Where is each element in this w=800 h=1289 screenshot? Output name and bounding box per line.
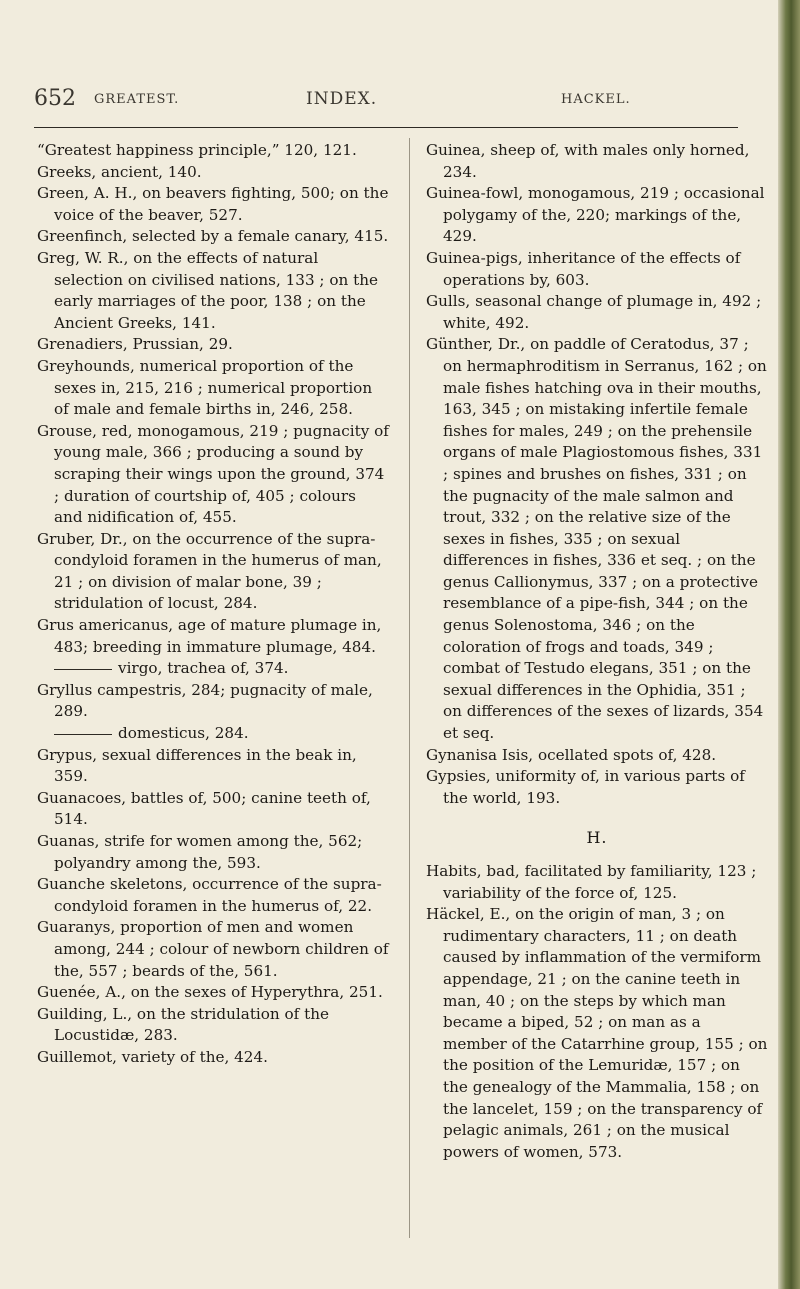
- index-subentry: [37, 723, 389, 745]
- index-entry: [37, 183, 389, 226]
- index-entry: [37, 745, 389, 788]
- index-entry: [37, 356, 389, 421]
- column-divider: [409, 138, 410, 1238]
- entry-text: Greg, W. R., on the effects of natural selection on civilised nations, 133 ; on the early marriages of the poor, 138 ; on the Ancient Greeks, 141.: [37, 248, 379, 332]
- index-entry: [37, 1047, 389, 1069]
- entry-text: Guenée, A., on the sexes of Hyperythra, 251.: [37, 983, 383, 1002]
- index-entry: [37, 226, 389, 248]
- header-rule: [34, 127, 738, 128]
- index-entry: [37, 162, 389, 184]
- index-entry: [426, 183, 768, 248]
- entry-text: Gynanisa Isis, ocellated spots of, 428.: [426, 745, 717, 764]
- index-entry: [37, 421, 389, 529]
- entry-text: H.: [586, 828, 608, 848]
- entry-text: Guanacoes, battles of, 500; canine teeth of, 514.: [37, 788, 371, 829]
- entry-text: “Greatest happiness principle,” 120, 121.: [37, 141, 357, 159]
- entry-text: Grypus, sexual differences in the beak in, 359.: [37, 745, 357, 786]
- entry-text: Guanche skeletons, occurrence of the supra-condyloid foramen in the humerus of, 22.: [37, 875, 382, 915]
- entry-text: Green, A. H., on beavers fighting, 500; on the voice of the beaver, 527.: [37, 184, 389, 224]
- index-entry: [37, 334, 389, 356]
- index-entry: [37, 529, 389, 615]
- entry-text: Gulls, seasonal change of plumage in, 492 ; white, 492.: [426, 292, 762, 332]
- entry-text: domesticus, 284.: [118, 724, 249, 743]
- index-entry: [37, 982, 389, 1004]
- index-entry: [37, 874, 389, 917]
- index-entry: [37, 1004, 389, 1047]
- running-head: [34, 86, 734, 114]
- entry-text: Guanas, strife for women among the, 562; polyandry among the, 593.: [37, 832, 363, 872]
- index-entry: [426, 291, 768, 334]
- index-entry: [426, 904, 768, 1163]
- entry-text: Greyhounds, numerical proportion of the sexes in, 215, 216 ; numerical proportion of male and female births in, 246, 258.: [37, 356, 373, 419]
- index-entry: [426, 745, 768, 767]
- entry-text: virgo, trachea of, 374.: [118, 659, 289, 678]
- index-entry: [37, 680, 389, 723]
- index-entry: [426, 861, 768, 904]
- entry-text: Greeks, ancient, 140.: [37, 162, 202, 181]
- entry-text: Häckel, E., on the origin of man, 3 ; on rudimentary characters, 11 ; on death caused by inflammation of the vermiform appendage, 21 ; on the canine teeth in man, 40 ; on the steps by which man became a biped, 52 ; on man as a member of the Catarrhine group, 155 ; on the position of the Lemuridæ, 157 ; on the genealogy of the Mammalia, 158 ; on the lancelet, 159 ; on the transparency of pelagic animals, 261 ; on the musical powers of women, 573.: [426, 905, 768, 1161]
- index-entry: [37, 831, 389, 874]
- index-column-right: [426, 140, 768, 1163]
- entry-text: Guinea-pigs, inheritance of the effects of operations by, 603.: [426, 248, 741, 289]
- index-entry: [37, 248, 389, 334]
- index-entry: [426, 766, 768, 809]
- left-running-heading: GREATEST.: [94, 92, 180, 107]
- entry-text: Guinea-fowl, monogamous, 219 ; occasional polygamy of the, 220; markings of the, 429.: [426, 184, 765, 246]
- entry-text: Grouse, red, monogamous, 219 ; pugnacity of young male, 366 ; producing a sound by scraping their wings upon the ground, 374 ; duration of courtship of, 405 ; colours and nidification of, 455.: [37, 421, 389, 527]
- entry-text: Guilding, L., on the stridulation of the Locustidæ, 283.: [37, 1004, 329, 1045]
- index-subentry: [37, 658, 389, 680]
- index-entry: [37, 917, 389, 982]
- entry-text: Guaranys, proportion of men and women among, 244 ; colour of newborn children of the, 557 ; beards of the, 561.: [37, 918, 389, 980]
- entry-text: Guinea, sheep of, with males only horned, 234.: [426, 141, 750, 181]
- page-number: 652: [34, 86, 76, 111]
- entry-text: Grenadiers, Prussian, 29.: [37, 335, 233, 354]
- ditto-dash: [54, 734, 112, 735]
- right-running-heading: HACKEL.: [561, 92, 631, 107]
- letter-heading: [426, 827, 768, 849]
- entry-text: Guillemot, variety of the, 424.: [37, 1047, 268, 1066]
- index-entry: [37, 615, 389, 658]
- index-entry: [426, 248, 768, 291]
- entry-text: Gryllus campestris, 284; pugnacity of male, 289.: [37, 680, 373, 721]
- index-entry: [37, 140, 389, 162]
- entry-text: Greenfinch, selected by a female canary, 415.: [37, 227, 389, 246]
- index-entry: [37, 788, 389, 831]
- entry-text: Grus americanus, age of mature plumage in, 483; breeding in immature plumage, 484.: [37, 616, 382, 656]
- entry-text: Gruber, Dr., on the occurrence of the supra-condyloid foramen in the humerus of man, 21 ; on division of malar bone, 39 ; stridulation of locust, 284.: [37, 529, 382, 613]
- index-entry: [426, 140, 768, 183]
- index-entry: [426, 334, 768, 744]
- index-column-left: [37, 140, 389, 1069]
- entry-text: Habits, bad, facilitated by familiarity, 123 ; variability of the force of, 125.: [426, 862, 757, 902]
- page-edge: [778, 0, 800, 1289]
- center-running-heading: INDEX.: [306, 89, 378, 109]
- entry-text: Günther, Dr., on paddle of Ceratodus, 37 ; on hermaphroditism in Serranus, 162 ; on male fishes hatching ova in their mouths, 163, 345 ; on mistaking infertile female fishes for males, 249 ; on the prehensile organs of male Plagiostomous fishes, 331 ; spines and brushes on fishes, 331 ; on the pugnacity of the male salmon and trout, 332 ; on the relative size of the sexes in fishes, 335 ; on sexual differences in fishes, 336 et seq. ; on the genus Callionymus, 337 ; on a protective resemblance of a pipe-fish, 344 ; on the genus Solenostoma, 346 ; on the coloration of frogs and toads, 349 ; combat of Testudo elegans, 351 ; on the sexual differences in the Ophidia, 351 ; on differences of the sexes of lizards, 354 et seq.: [426, 335, 767, 743]
- entry-text: Gypsies, uniformity of, in various parts of the world, 193.: [426, 767, 745, 807]
- ditto-dash: [54, 669, 112, 670]
